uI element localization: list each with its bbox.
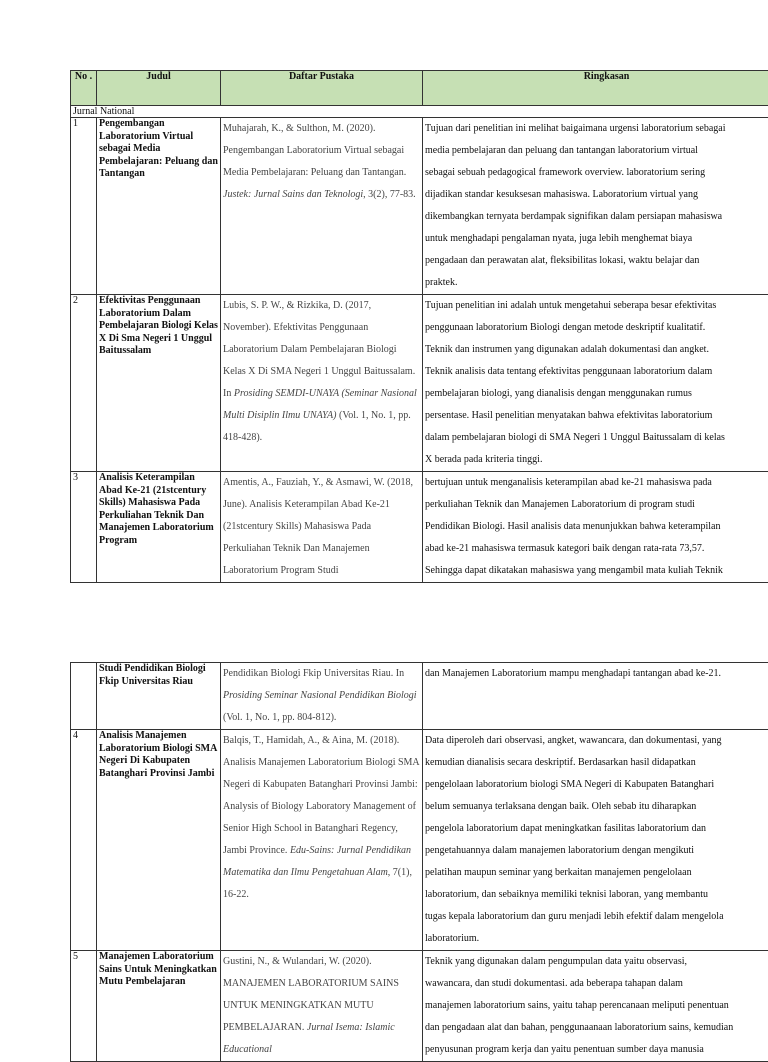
summary-line: persentase. Hasil penelitian menyatakan bahwa efektivitas laboratorium <box>425 405 768 427</box>
row-reference <box>221 951 423 1062</box>
row-reference <box>221 472 423 583</box>
summary-line: dalam pembelajaran biologi di SMA Negeri 1 Unggul Baitussalam di kelas <box>425 427 768 449</box>
row-summary <box>423 951 768 1062</box>
row-number: 3 <box>71 472 97 583</box>
literature-table <box>70 70 768 583</box>
row-number: 5 <box>71 951 97 1062</box>
row-title: Pengembangan Laboratorium Virtual sebagai Media Pembelajaran: Peluang dan Tantangan <box>97 118 221 295</box>
header-summary: Ringkasan <box>423 71 768 106</box>
row-reference <box>221 663 423 730</box>
reference-journal: Edu-Sains: Jurnal Pendidikan Matematika dan Ilmu Pengetahuan Alam <box>223 845 411 878</box>
summary-line: dan pengadaan alat dan bahan, penggunaanaan laboratorium sains, kemudian <box>425 1017 768 1039</box>
summary-line: manajemen laboratorium sains, yaitu tahap perencanaan meliputi penentuan <box>425 995 768 1017</box>
row-title: Analisis Manajemen Laboratorium Biologi SMA Negeri Di Kabupaten Batanghari Provinsi Jambi <box>97 730 221 951</box>
reference-journal: Prosiding SEMDI-UNAYA (Seminar Nasional Multi Disiplin Ilmu UNAYA) <box>223 388 417 421</box>
summary-line: dan Manajemen Laboratorium mampu menghadapi tantangan abad ke-21. <box>425 663 768 685</box>
summary-line: kemudian dianalisis secara deskriptif. Berdasarkan hasil didapatkan <box>425 752 768 774</box>
row-number: 1 <box>71 118 97 295</box>
summary-line: dijadikan standar kesuksesan mahasiswa. Laboratorium virtual yang <box>425 184 768 206</box>
summary-line: dikembangkan ternyata berdampak signifikan dalam persiapan mahasiswa <box>425 206 768 228</box>
header-title: Judul <box>97 71 221 106</box>
summary-line: bertujuan untuk menganalisis keterampilan abad ke-21 mahasiswa pada <box>425 472 768 494</box>
row-reference <box>221 295 423 472</box>
reference-text: Amentis, A., Fauziah, Y., & Asmawi, W. (2018, June). Analisis Keterampilan Abad Ke-21 (21stcentury Skills) Mahasiswa Pada Perkuliahan Teknik Dan Manajemen Laboratorium Program Studi <box>223 477 413 576</box>
reference-journal: Jurnal Isema: Islamic Educational <box>223 1022 395 1055</box>
summary-line: belum semuanya terlaksana dengan baik. Oleh sebab itu diharapkan <box>425 796 768 818</box>
table-row <box>71 118 768 295</box>
summary-line: media pembelajaran dan peluang dan tantangan laboratorium virtual <box>425 140 768 162</box>
table-row <box>71 295 768 472</box>
summary-line: Teknik yang digunakan dalam pengumpulan data yaitu observasi, <box>425 951 768 973</box>
row-number: 4 <box>71 730 97 951</box>
summary-line: sebagai sebuah pedagogical framework overview. laboratorium sering <box>425 162 768 184</box>
summary-line: Teknik dan instrumen yang digunakan adalah dokumentasi dan angket. <box>425 339 768 361</box>
reference-volume: (Vol. 1, No. 1, pp. 804-812). <box>223 712 336 723</box>
row-reference <box>221 730 423 951</box>
summary-line: praktek. <box>425 272 768 294</box>
summary-line: tugas kepala laboratorium dan guru menjadi lebih efektif dalam mengelola <box>425 906 768 928</box>
reference-volume: , 7(1), 16-22. <box>223 867 412 900</box>
summary-line: perkuliahan Teknik dan Manajemen Laboratorium di program studi <box>425 494 768 516</box>
reference-journal: Justek: Jurnal Sains dan Teknologi <box>223 189 363 200</box>
section-label: Jurnal National <box>71 106 768 118</box>
summary-line: laboratorium, dan sebaiknya memiliki teknisi laboran, yang membantu <box>425 884 768 906</box>
summary-line: pengelolaan laboratorium biologi SMA Negeri di Kabupaten Batanghari <box>425 774 768 796</box>
summary-line: abad ke-21 mahasiswa termasuk kategori baik dengan rata-rata 73,57. <box>425 538 768 560</box>
header-no: No . <box>71 71 97 106</box>
summary-line: pengadaan dan perawatan alat, fleksibilitas lokasi, waktu belajar dan <box>425 250 768 272</box>
summary-line: wawancara, dan studi dokumentasi. ada beberapa tahapan dalam <box>425 973 768 995</box>
summary-line: untuk menghadapi pengalaman nyata, juga lebih menghemat biaya <box>425 228 768 250</box>
summary-line: Data diperoleh dari observasi, angket, wawancara, dan dokumentasi, yang <box>425 730 768 752</box>
summary-line: Tujuan penelitian ini adalah untuk mengetahui seberapa besar efektivitas <box>425 295 768 317</box>
row-title: Efektivitas Penggunaan Laboratorium Dalam Pembelajaran Biologi Kelas X Di Sma Negeri 1 Unggul Baitussalam <box>97 295 221 472</box>
reference-text: Muhajarah, K., & Sulthon, M. (2020). Pengembangan Laboratorium Virtual sebagai Media Pembelajaran: Peluang dan Tantangan. <box>223 123 406 178</box>
summary-line: Pendidikan Biologi. Hasil analisis data menunjukkan bahwa keterampilan <box>425 516 768 538</box>
table-row <box>71 472 768 583</box>
row-summary <box>423 472 768 583</box>
row-number: 2 <box>71 295 97 472</box>
reference-text: Balqis, T., Hamidah, A., & Aina, M. (2018). Analisis Manajemen Laboratorium Biologi SMA Negeri di Kabupaten Batanghari Provinsi Jambi: Analysis of Biology Laboratory Management of Senior High School in Batanghari Regency, Jambi Province. <box>223 735 419 856</box>
summary-line: X berada pada kriteria tinggi. <box>425 449 768 471</box>
row-summary <box>423 295 768 472</box>
summary-line: Teknik analisis data tentang efektivitas penggunaan laboratorium dalam <box>425 361 768 383</box>
summary-line: pembelajaran biologi, yang dianalisis dengan menggunakan rumus <box>425 383 768 405</box>
row-summary <box>423 730 768 951</box>
row-reference <box>221 118 423 295</box>
reference-text: Pendidikan Biologi Fkip Universitas Riau. In <box>223 668 404 679</box>
summary-line: penggunaan laboratorium Biologi dengan metode deskriptif kualitatif. <box>425 317 768 339</box>
row-summary <box>423 663 768 730</box>
header-reference: Daftar Pustaka <box>221 71 423 106</box>
literature-table-continued <box>70 662 768 1062</box>
row-title: Studi Pendidikan Biologi Fkip Universitas Riau <box>97 663 221 730</box>
table-row <box>71 951 768 1062</box>
row-summary <box>423 118 768 295</box>
summary-line: Sehingga dapat dikatakan mahasiswa yang mengambil mata kuliah Teknik <box>425 560 768 582</box>
summary-line: pengetahuannya dalam manajemen laboratorium dengan mengikuti <box>425 840 768 862</box>
summary-line: Tujuan dari penelitian ini melihat baigaimana urgensi laboratorium sebagai <box>425 118 768 140</box>
reference-journal: Prosiding Seminar Nasional Pendidikan Biologi <box>223 690 417 701</box>
reference-volume: , 3(2), 77-83. <box>363 189 416 200</box>
reference-volume: (Vol. 1, No. 1, pp. 418-428). <box>223 410 411 443</box>
summary-line: laboratorium. <box>425 928 768 950</box>
row-title: Manajemen Laboratorium Sains Untuk Meningkatkan Mutu Pembelajaran <box>97 951 221 1062</box>
summary-line: pengelola laboratorium dapat meningkatkan fasilitas laboratorium dan <box>425 818 768 840</box>
summary-line: pelatihan maupun seminar yang berkaitan manajemen pengelolaan <box>425 862 768 884</box>
section-row <box>71 106 768 118</box>
reference-text: Lubis, S. P. W., & Rizkika, D. (2017, November). Efektivitas Penggunaan Laboratorium Dalam Pembelajaran Biologi Kelas X Di SMA Negeri 1 Unggul Baitussalam. In <box>223 300 415 399</box>
table-header-row <box>71 71 768 106</box>
table-row <box>71 663 768 730</box>
row-number <box>71 663 97 730</box>
table-row <box>71 730 768 951</box>
row-title: Analisis Keterampilan Abad Ke-21 (21stcentury Skills) Mahasiswa Pada Perkuliahan Teknik Dan Manajemen Laboratorium Program <box>97 472 221 583</box>
summary-line: penyusunan program kerja dan yaitu penentuan sumber daya manusia <box>425 1039 768 1061</box>
reference-text: Gustini, N., & Wulandari, W. (2020). MANAJEMEN LABORATORIUM SAINS UNTUK MENINGKATKAN MUTU PEMBELAJARAN. <box>223 956 399 1033</box>
